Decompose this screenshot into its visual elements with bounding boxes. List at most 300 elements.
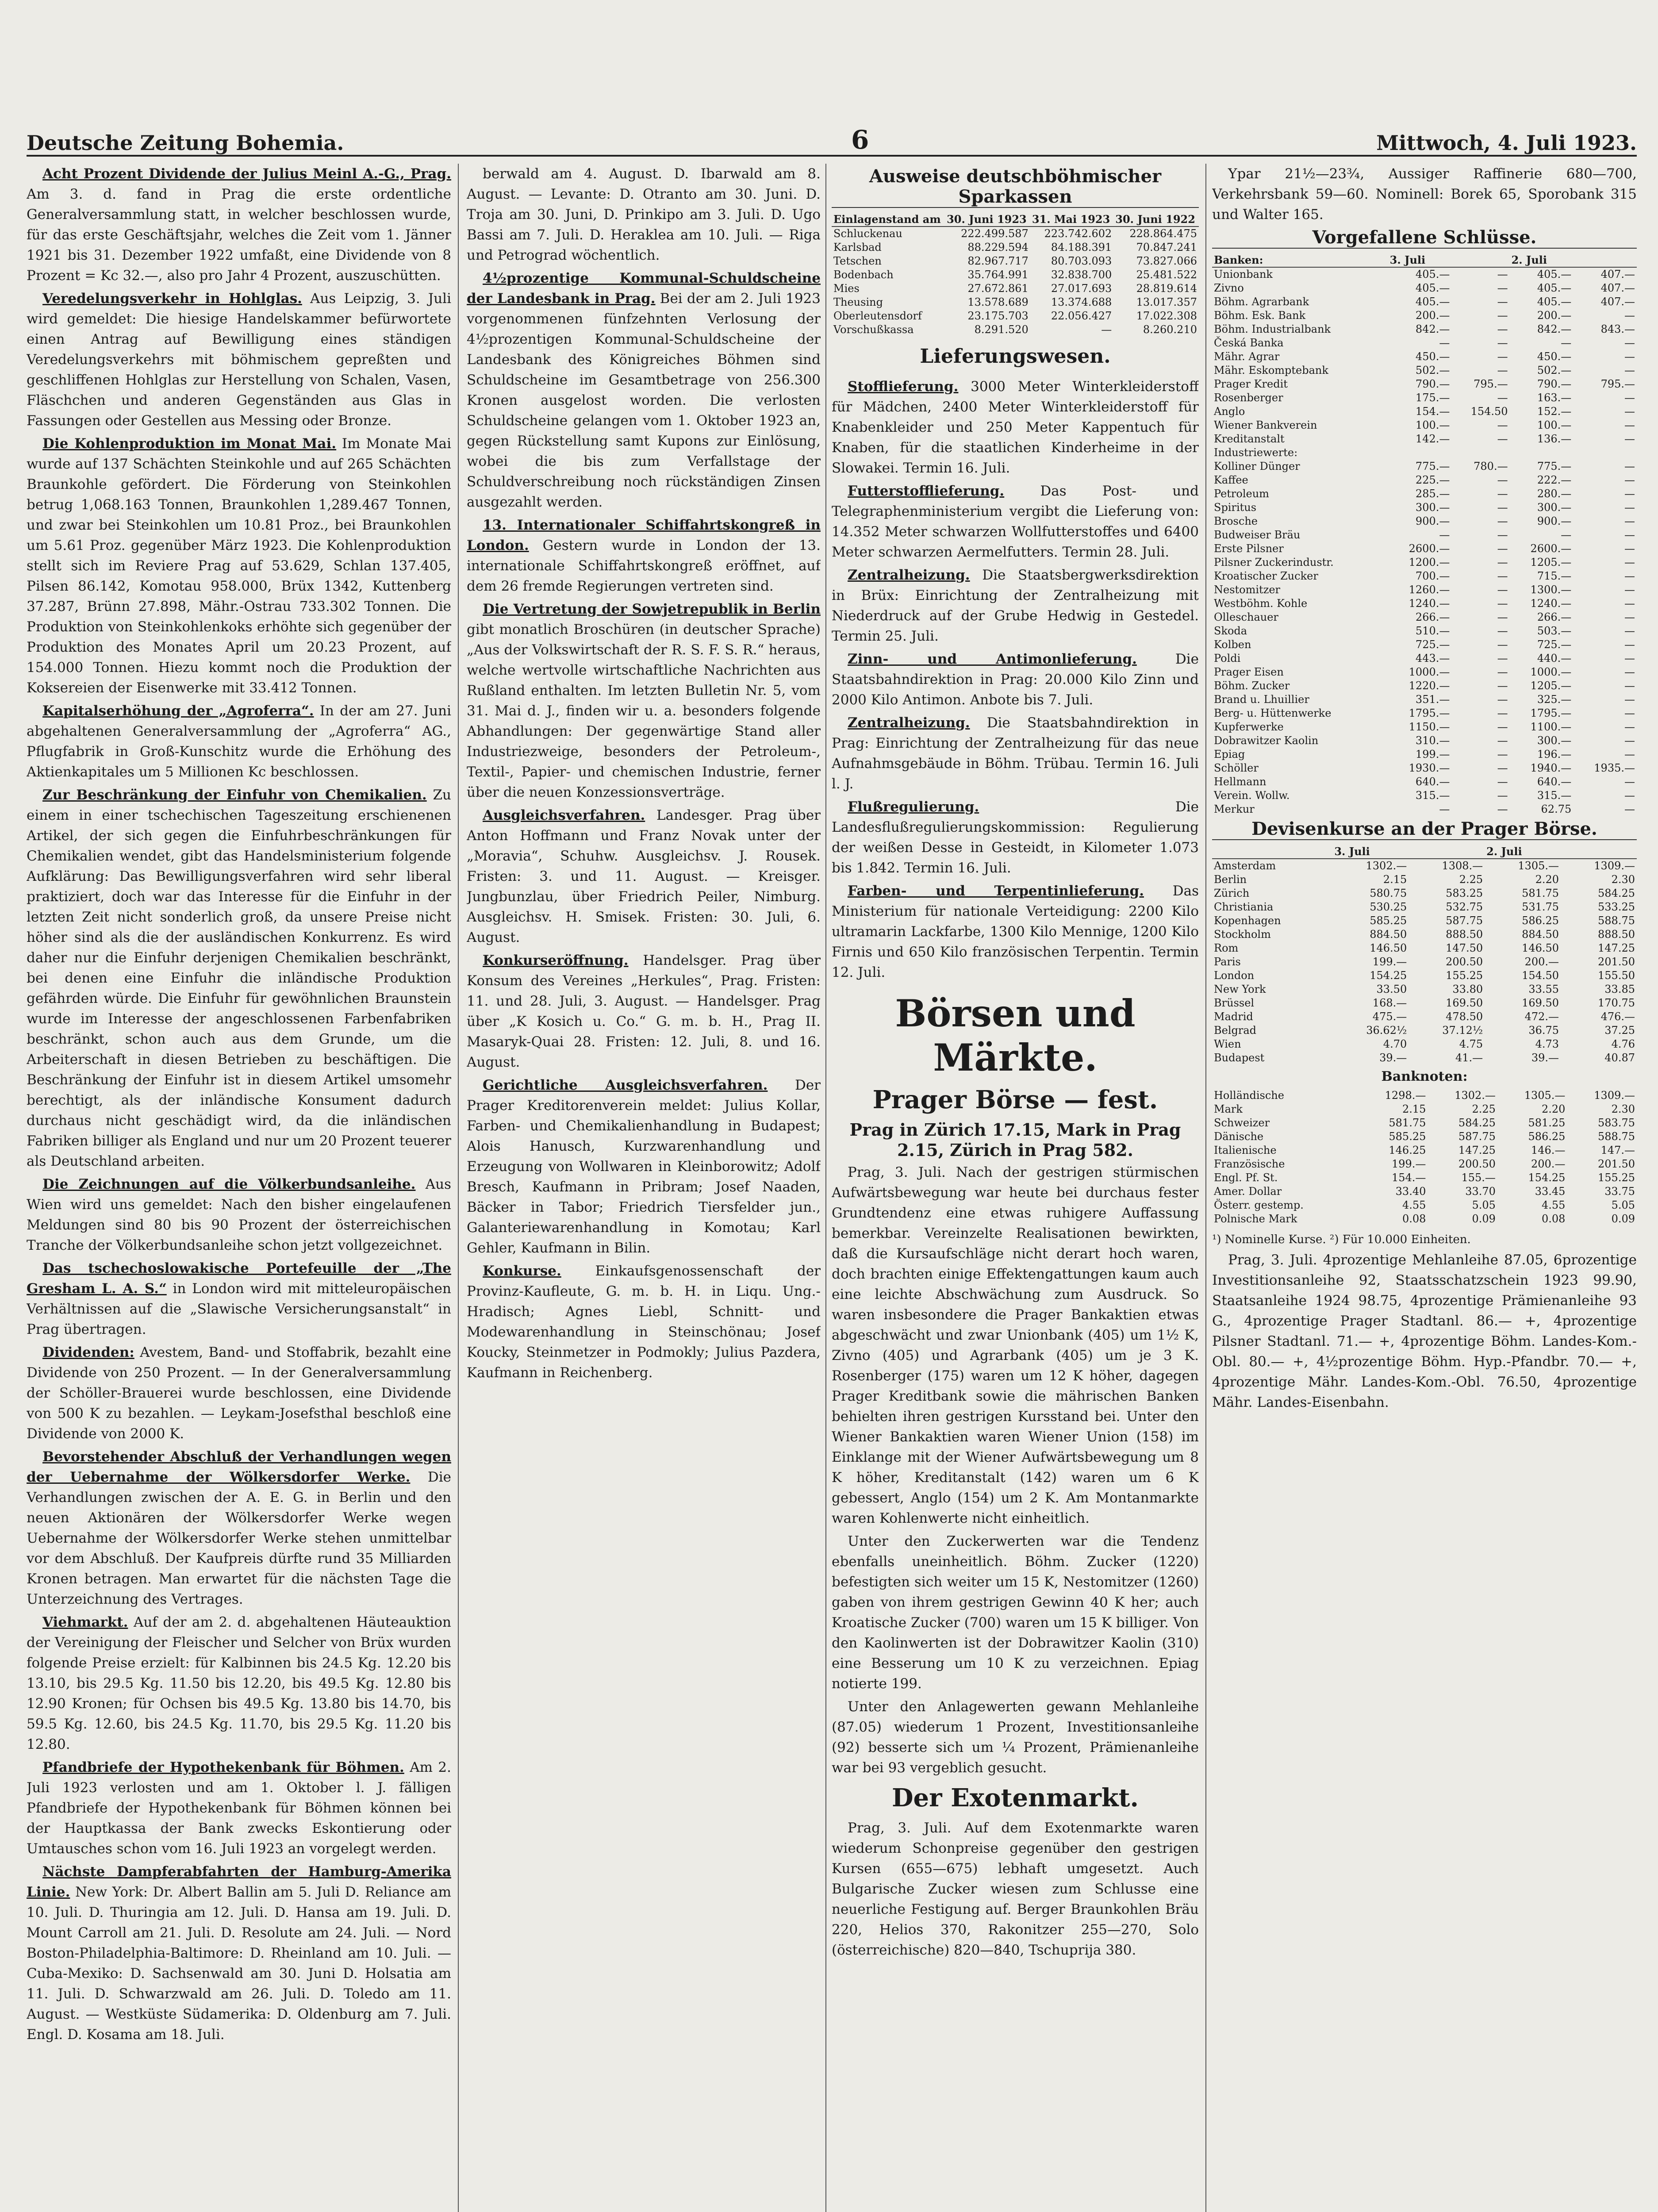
table-cell: 2.30	[1611, 1103, 1635, 1115]
table-cell: 1309.—	[1594, 1089, 1635, 1102]
table-cell: 100.—	[1415, 419, 1450, 431]
exotenmarkt-heading: Der Exotenmarkt.	[891, 1783, 1139, 1813]
table-cell: Brüssel	[1214, 997, 1255, 1009]
table-header-cell: 30. Juni 1922	[1113, 212, 1199, 227]
table-cell: 0.08	[1542, 1213, 1566, 1225]
table-cell: 795.—	[1474, 378, 1508, 390]
table-cell: 200.—	[1531, 1158, 1566, 1170]
page-number: 6	[851, 125, 869, 155]
col1-article	[27, 701, 451, 782]
article-text: Avestem, Band- und Stoffabrik, bezahlt eine Dividende von 250 Prozent. — In der Generalversammlung der Schöller-Brauerei wurde beschlossen, eine Dividende von 500 K zu bezahlen. — Leykam-Josefsthal beschloß eine Dividende von 2000 K.	[27, 1344, 451, 1442]
table-cell: Madrid	[1214, 1010, 1253, 1023]
table-cell: Bodenbach	[833, 269, 894, 281]
table-cell: —	[1497, 392, 1508, 404]
table-cell: 199.—	[1372, 956, 1407, 968]
table-cell: 39.—	[1531, 1052, 1559, 1064]
table-cell: —	[1497, 625, 1508, 637]
table-cell: —	[1497, 611, 1508, 623]
article-text: Die Staatsbahndirektion in Prag: 20.000 Kilo Zinn und 2000 Kilo Antimon. Anbote bis 7. Juli.	[832, 651, 1199, 708]
table-cell: Französische	[1214, 1158, 1285, 1170]
banknoten-heading: Banknoten:	[1381, 1069, 1468, 1084]
table-cell: 146.25	[1389, 1144, 1426, 1156]
schluss-row	[1212, 652, 1637, 665]
table-cell: 300.—	[1537, 734, 1572, 747]
table-cell: —	[1624, 597, 1635, 610]
table-cell: Wien	[1214, 1038, 1241, 1050]
schluesse-heading: Vorgefallene Schlüsse.	[1212, 227, 1637, 249]
table-cell: —	[1624, 748, 1635, 760]
col1-article	[27, 434, 451, 698]
table-cell: 8.260.210	[1143, 323, 1197, 336]
table-cell: 146.50	[1522, 942, 1559, 954]
table-cell: —	[1624, 309, 1635, 322]
table-cell: 33.55	[1528, 983, 1559, 995]
table-cell: 502.—	[1415, 364, 1450, 376]
table-cell: 222.499.587	[961, 227, 1029, 240]
table-cell: 33.45	[1535, 1185, 1566, 1198]
table-cell: —	[1497, 762, 1508, 774]
table-header-cell: 3. Juli	[1332, 845, 1409, 859]
article-heading: Nächste Dampferabfahrten der Hamburg-Amerika Linie.	[27, 1864, 451, 1900]
table-cell: 228.864.475	[1129, 227, 1197, 240]
table-cell: —	[1624, 460, 1635, 472]
table-cell: 280.—	[1537, 488, 1572, 500]
article-text: Einkaufsgenossenschaft der Provinz-Kaufleute, G. m. b. H. in Liqu. Ung.-Hradisch; Agnes Liebl, Schnitt- und Modewarenhandlung in Steinschönau; Josef Koucky, Steinmetzer in Podmokly; Julius Pazdera, Kaufmann in Reichenberg.	[467, 1263, 821, 1381]
article-text: Die Staatsbahndirektion in Prag: Einrichtung der Zentralheizung für das neue Aufnahmsgebäude in Böhm. Trübau. Termin 16. Juli l. J.	[832, 715, 1199, 792]
table-cell: —	[1624, 433, 1635, 445]
article-text: Am 2. Juli 1923 verlosten und am 1. Oktober l. J. fälligen Pfandbriefe der Hypothekenbank für Böhmen können bei der Hauptkassa der Bank zwecks Eskontierung oder Umtausches schon vom 16. Juli 1923 an vorgelegt werden.	[27, 1759, 451, 1857]
table-cell: 351.—	[1415, 693, 1450, 706]
table-cell: Dänische	[1214, 1130, 1264, 1143]
table-cell: 147.25	[1458, 1144, 1496, 1156]
table-cell: 154.—	[1391, 1171, 1426, 1184]
schluss-row	[1212, 789, 1637, 803]
table-cell: 843.—	[1600, 323, 1635, 335]
table-cell: —	[1624, 776, 1635, 788]
table-cell: Spiritus	[1214, 501, 1257, 514]
lieferung-article	[832, 797, 1199, 878]
table-cell: 585.25	[1389, 1130, 1426, 1143]
table-cell	[1573, 446, 1637, 460]
table-cell: —	[1624, 337, 1635, 349]
table-cell: 1795.—	[1530, 707, 1572, 719]
table-cell: —	[1497, 693, 1508, 706]
table-cell: —	[1624, 666, 1635, 678]
col1-article	[27, 1258, 451, 1340]
table-cell: 199.—	[1415, 748, 1450, 760]
article-heading: Das tschechoslowakische Portefeuille der „The Gresham L. A. S.“	[27, 1260, 451, 1297]
table-cell: Wiener Bankverein	[1214, 419, 1317, 431]
table-cell: —	[1497, 268, 1508, 280]
table-cell: 476.—	[1600, 1010, 1635, 1023]
table-cell: 900.—	[1537, 515, 1572, 527]
table-cell: —	[1624, 515, 1635, 527]
schluss-row	[1212, 323, 1637, 336]
table-cell: 155.50	[1598, 969, 1635, 982]
table-cell: 2.25	[1459, 873, 1483, 886]
banknoten-row	[1212, 1089, 1637, 1102]
table-cell: 147.—	[1600, 1144, 1635, 1156]
article-text: Aus Leipzig, 3. Juli wird gemeldet: Die hiesige Handelskammer befürwortete einen Antrag auf Bewilligung eines ständigen Veredelungsverkehrs mit böhmischem gepreßten und geschliffenen Hohlglas zur Herstellung von Schalen, Vasen, Fläschchen und anderen Gegenständen aus Glas in Fassungen oder Gestellen aus Messing oder Bronze.	[27, 291, 451, 429]
table-cell: Dobrawitzer Kaolin	[1214, 734, 1319, 747]
table-cell: 36.75	[1528, 1024, 1559, 1037]
table-cell: Stockholm	[1214, 928, 1271, 941]
table-cell: —	[1497, 748, 1508, 760]
table-cell: 200.50	[1446, 956, 1483, 968]
table-cell: 154.25	[1528, 1171, 1566, 1184]
table-cell: 405.—	[1537, 268, 1572, 280]
table-cell: 222.—	[1537, 474, 1572, 486]
lieferungen-heading: Lieferungswesen.	[920, 345, 1111, 368]
table-cell: —	[1497, 680, 1508, 692]
table-cell: —	[1624, 364, 1635, 376]
table-cell: Prager Kredit	[1214, 378, 1288, 390]
table-cell: Engl. Pf. St.	[1214, 1171, 1278, 1184]
sparkasse-row	[832, 241, 1199, 254]
table-cell: 4.73	[1535, 1038, 1559, 1050]
article-heading: Acht Prozent Dividende der Julius Meinl A.-G., Prag.	[42, 166, 451, 182]
table-cell: 73.827.066	[1136, 255, 1197, 267]
table-cell: Italienische	[1214, 1144, 1277, 1156]
lieferung-article	[832, 565, 1199, 646]
banknoten-table	[1212, 1089, 1637, 1226]
table-cell: 13.017.357	[1136, 296, 1197, 308]
schluss-row	[1212, 665, 1637, 679]
article-heading: Zentralheizung.	[848, 567, 970, 583]
col2-article	[467, 1075, 821, 1258]
table-cell: 888.50	[1598, 928, 1635, 941]
article-text: Auf der am 2. d. abgehaltenen Häuteauktion der Vereinigung der Fleischer und Selcher von Brüx wurden folgende Preise erzielt: für Kalbinnen bis 24.5 Kg. 12.20 bis 13.10, bis 29.5 Kg. 11.50 bis 12.20, bis 49.5 Kg. 12.80 bis 12.90 Kronen; für Ochsen bis 49.5 Kg. 13.80 bis 14.70, bis 59.5 Kg. 12.60, bis 24.5 Kg. 11.70, bis 29.5 Kg. 11.20 bis 12.80.	[27, 1614, 451, 1752]
table-cell: 586.25	[1522, 914, 1559, 927]
col2-article	[467, 268, 821, 512]
table-cell: 1930.—	[1409, 762, 1450, 774]
table-cell: —	[1624, 803, 1635, 815]
schluss-row	[1212, 295, 1637, 309]
table-cell: —	[1561, 529, 1572, 541]
table-cell: —	[1497, 734, 1508, 747]
table-cell: 1935.—	[1594, 762, 1635, 774]
table-cell: 775.—	[1537, 460, 1572, 472]
col1-article	[27, 1174, 451, 1256]
table-cell: 155.25	[1446, 969, 1483, 982]
table-cell: —	[1624, 570, 1635, 582]
footnote: ¹) Nominelle Kurse. ²) Für 10.000 Einheiten.	[1212, 1233, 1471, 1246]
column-rule	[1205, 164, 1206, 2212]
table-cell: Berlin	[1214, 873, 1247, 886]
table-cell: 136.—	[1537, 433, 1572, 445]
schluss-row	[1212, 775, 1637, 789]
table-cell: 13.578.689	[967, 296, 1029, 308]
table-cell: Vorschußkassa	[833, 323, 914, 336]
devisen-row	[1212, 900, 1637, 914]
banknoten-row	[1212, 1198, 1637, 1212]
devisen-row	[1212, 859, 1637, 873]
table-cell: 1100.—	[1530, 721, 1572, 733]
table-cell: —	[1624, 405, 1635, 418]
table-cell: 200.50	[1458, 1158, 1496, 1170]
sparkassen-table	[832, 212, 1199, 337]
table-cell: —	[1624, 680, 1635, 692]
table-cell: Kolben	[1214, 638, 1251, 651]
table-cell: 62.75	[1541, 803, 1572, 815]
article-heading: Konkurse.	[483, 1263, 561, 1279]
table-cell: 175.—	[1415, 392, 1450, 404]
table-cell: 142.—	[1415, 433, 1450, 445]
lieferung-article	[832, 649, 1199, 710]
table-cell: 1298.—	[1385, 1089, 1426, 1102]
article-text: Bei der am 2. Juli 1923 vorgenommenen fünfzehnten Verlosung der 4½prozentigen Kommunal-Schuldscheine der Landesbank des Königreiches Böhmen sind Schuldscheine im Gesamtbetrage von 256.300 Kronen ausgelost worden. Die verlosten Schuldscheine gelangen vom 1. Oktober 1923 an, gegen Rückstellung samt Kupons zur Einlösung, wobei die bis zum Verfallstage der Schuldverschreibung noch rückständigen Zinsen ausgezahlt werden.	[467, 291, 821, 510]
schluss-row	[1212, 460, 1637, 473]
col2-article	[467, 599, 821, 803]
table-cell: 472.—	[1524, 1010, 1559, 1023]
table-cell: 266.—	[1415, 611, 1450, 623]
table-cell: 581.75	[1522, 887, 1559, 899]
table-cell: 223.742.602	[1044, 227, 1112, 240]
devisen-row	[1212, 914, 1637, 928]
col1-article	[27, 1342, 451, 1444]
table-cell: 2600.—	[1409, 542, 1450, 555]
sparkasse-row	[832, 323, 1199, 337]
table-header-cell	[1409, 845, 1485, 859]
table-cell: 35.764.991	[967, 269, 1029, 281]
table-cell: Kroatischer Zucker	[1214, 570, 1318, 582]
article-heading: Ausgleichsverfahren.	[483, 807, 645, 823]
article-text: Landesger. Prag über Anton Hoffmann und Franz Novak unter der „Moravia“, Schuhw. Ausgleichsv. J. Rousek. Fristen: 3. und 11. August. — Kreisger. Jungbunzlau, über Friedrich Peiler, Nimburg. Ausgleichsv. H. Smisek. Fristen: 30. Juli, 6. August.	[467, 807, 821, 945]
table-cell: Brand u. Lhuillier	[1214, 693, 1309, 706]
table-cell: 1205.—	[1530, 680, 1572, 692]
table-cell: —	[1624, 625, 1635, 637]
table-cell: —	[1497, 803, 1508, 815]
table-cell: Zivno	[1214, 282, 1244, 294]
article-heading: Zentralheizung.	[848, 715, 970, 731]
banknoten-row	[1212, 1144, 1637, 1157]
banknoten-row	[1212, 1171, 1637, 1185]
article-heading: Veredelungsverkehr in Hohlglas.	[42, 291, 302, 307]
table-cell: 532.75	[1446, 901, 1483, 913]
table-cell: Mähr. Agrar	[1214, 350, 1280, 363]
table-cell: 33.70	[1465, 1185, 1496, 1198]
article-text: Aus Wien wird uns gemeldet: Nach den bisher eingelaufenen Meldungen sind 80 bis 90 Prozent der österreichischen Tranche der Völkerbundsanleihe schon jetzt vollgezeichnet.	[27, 1176, 451, 1253]
table-cell: —	[1624, 734, 1635, 747]
table-cell: Schluckenau	[833, 227, 902, 240]
schluss-row	[1212, 679, 1637, 693]
table-cell: —	[1497, 584, 1508, 596]
table-cell: 5.05	[1611, 1199, 1635, 1211]
article-text: Die Verhandlungen zwischen der A. E. G. in Berlin und den neuen Aktionären der Wölkersdorfer Werke wegen Uebernahme der Wölkersdorfer Werke stehen unmittelbar vor dem Abschluß. Der Kaufpreis dürfte rund 35 Milliarden Kronen betragen. Man erwartet für die nächsten Tage die Unterzeichnung des Vertrages.	[27, 1469, 451, 1607]
table-cell: 790.—	[1415, 378, 1450, 390]
table-cell: —	[1624, 488, 1635, 500]
column-rule	[825, 164, 826, 2212]
table-cell: —	[1497, 337, 1508, 349]
table-cell: —	[1497, 419, 1508, 431]
table-cell: —	[1497, 570, 1508, 582]
table-cell: Westböhm. Kohle	[1214, 597, 1308, 610]
table-cell: 1205.—	[1530, 556, 1572, 568]
schluss-row	[1212, 364, 1637, 377]
sparkassen-heading: Ausweise deutschböhmischer Sparkassen	[832, 166, 1199, 208]
table-cell: —	[1497, 542, 1508, 555]
table-cell: 405.—	[1415, 296, 1450, 308]
col1-article	[27, 1447, 451, 1609]
col1-article	[27, 785, 451, 1171]
table-header-cell: 3. Juli	[1388, 253, 1452, 267]
article-text: Der Prager Kreditorenverein meldet: Julius Kollar, Farben- und Chemikalienhandlung in Budapest; Alois Hanusch, Kurzwarenhandlung und Erzeugung von Wollwaren in Kleinborowitz; Adolf Bresch, Kaufmann in Pribram; Josef Naaden, Bäcker in Tabor; Friedrich Tiersfelder jun., Galanteriewarenhandlung in Komotau; Karl Gehler, Kaufmann in Bilin.	[467, 1077, 821, 1256]
table-cell: 775.—	[1415, 460, 1450, 472]
table-cell: 888.50	[1446, 928, 1483, 941]
column-rule	[458, 164, 459, 2212]
table-cell	[1388, 446, 1452, 460]
table-cell: 315.—	[1537, 789, 1572, 802]
table-cell: 533.25	[1598, 901, 1635, 913]
table-cell: 503.—	[1537, 625, 1572, 637]
table-cell: 285.—	[1415, 488, 1450, 500]
table-cell: —	[1497, 350, 1508, 363]
table-cell: 169.50	[1522, 997, 1559, 1009]
table-cell: 2.20	[1535, 873, 1559, 886]
table-cell: 33.40	[1395, 1185, 1426, 1198]
devisen-row	[1212, 955, 1637, 969]
table-cell: —	[1624, 611, 1635, 623]
schluss-row	[1212, 761, 1637, 775]
table-cell: 266.—	[1537, 611, 1572, 623]
table-cell: Anglo	[1214, 405, 1245, 418]
table-cell: 82.967.717	[967, 255, 1029, 267]
schluss-row	[1212, 569, 1637, 583]
col2-article	[467, 1261, 821, 1383]
table-cell: Böhm. Zucker	[1214, 680, 1290, 692]
table-cell: 147.25	[1598, 942, 1635, 954]
table-cell: Kupferwerke	[1214, 721, 1284, 733]
article-text: in London wird mit mitteleuropäischen Verhältnissen auf die „Slawische Versicherungsanstalt“ in Prag übertragen.	[27, 1281, 451, 1337]
schluss-row	[1212, 432, 1637, 446]
table-cell: Rom	[1214, 942, 1239, 954]
table-cell: 588.75	[1598, 914, 1635, 927]
table-cell: 1305.—	[1518, 860, 1559, 872]
table-cell: 407.—	[1600, 268, 1635, 280]
table-cell: 1220.—	[1409, 680, 1450, 692]
table-cell: 1302.—	[1366, 860, 1407, 872]
table-cell: —	[1497, 597, 1508, 610]
banknoten-row	[1212, 1185, 1637, 1198]
article-heading: Farben- und Terpentinlieferung.	[848, 883, 1144, 899]
table-cell: 196.—	[1537, 748, 1572, 760]
article-heading: Konkurseröffnung.	[483, 952, 629, 968]
table-cell: 584.25	[1598, 887, 1635, 899]
table-cell: 8.291.520	[974, 323, 1029, 336]
table-cell: Industriewerte:	[1214, 446, 1298, 459]
lieferung-article	[832, 481, 1199, 562]
table-cell: 84.188.391	[1051, 241, 1112, 253]
table-cell: 33.80	[1452, 983, 1483, 995]
table-header-cell	[1451, 253, 1509, 267]
table-cell: 200.—	[1524, 956, 1559, 968]
table-cell: —	[1497, 488, 1508, 500]
table-cell: 310.—	[1415, 734, 1450, 747]
prager-boerse-subheading: Prag in Zürich 17.15, Mark in Prag 2.15, Zürich in Prag 582.	[849, 1120, 1181, 1160]
table-cell: 4.75	[1459, 1038, 1483, 1050]
table-cell: 22.056.427	[1051, 310, 1112, 322]
table-cell: —	[1497, 501, 1508, 514]
schluss-row	[1212, 611, 1637, 624]
devisen-row	[1212, 1037, 1637, 1051]
table-cell: 1308.—	[1442, 860, 1483, 872]
table-cell: 147.50	[1446, 942, 1483, 954]
table-cell: Österr. gestemp.	[1214, 1199, 1304, 1211]
table-cell: Tetschen	[833, 255, 882, 267]
table-cell: New York	[1214, 983, 1266, 995]
table-cell: 405.—	[1415, 282, 1450, 294]
sparkasse-row	[832, 296, 1199, 309]
table-cell: 587.75	[1446, 914, 1483, 927]
col2-article	[467, 950, 821, 1072]
column-4	[1212, 164, 1637, 2212]
table-cell: Rosenberger	[1214, 392, 1283, 404]
table-cell: —	[1439, 337, 1450, 349]
table-cell: 1150.—	[1409, 721, 1450, 733]
table-cell: 37.12½	[1442, 1024, 1483, 1037]
lieferung-article	[832, 376, 1199, 478]
table-cell: —	[1497, 529, 1508, 541]
article-text: Handelsger. Prag über Konsum des Vereines „Herkules“, Prag. Fristen: 11. und 28. Juli, 3. August. — Handelsger. Prag über „K Kosich u. Co.“ G. m. b. H., Prag II. Masaryk-Quai 28. Fristen: 12. Juli, 8. und 16. August.	[467, 952, 821, 1070]
table-cell: Berg- u. Hüttenwerke	[1214, 707, 1332, 719]
boersen-heading: Börsen und Märkte.	[895, 991, 1136, 1079]
table-cell: 407.—	[1600, 282, 1635, 294]
table-cell: 700.—	[1415, 570, 1450, 582]
article-heading: 4½prozentige Kommunal-Schuldscheine der Landesbank in Prag.	[467, 270, 821, 307]
table-cell: 0.08	[1402, 1213, 1426, 1225]
table-cell: London	[1214, 969, 1255, 982]
table-cell: 146.—	[1531, 1144, 1566, 1156]
table-cell: 407.—	[1600, 296, 1635, 308]
table-cell: 88.229.594	[967, 241, 1029, 253]
anlage-report: Unter den Anlagewerten gewann Mehlanleihe (87.05) wiederum 1 Prozent, Investitionsanleihe (92) besserte sich um ¼ Prozent, Prämienanleihe war bei 93 vergeblich gesucht.	[832, 1699, 1199, 1776]
table-cell: Budweiser Bräu	[1214, 529, 1301, 541]
table-cell: 725.—	[1537, 638, 1572, 651]
table-cell: 581.75	[1389, 1117, 1426, 1129]
table-cell: Poldi	[1214, 652, 1241, 664]
lieferung-article	[832, 713, 1199, 794]
schluss-row	[1212, 583, 1637, 597]
closing-quotes: Prag, 3. Juli. 4prozentige Mehlanleihe 87.05, 6prozentige Investitionsanleihe 92, Staatsschatzschein 1923 99.90, Staatsanleihe 1924 98.75, 4prozentige Prämienanleihe 93 G., 4prozentige Prager Stadtanl. 86.— +, 4prozentige Pilsner Stadtanl. 71.— +, 4prozentige Böhm. Landes-Kom.-Obl. 80.— +, 4½prozentige Böhm. Hyp.-Pfandbr. 70.— +, 4prozentige Mähr. Landes-Kom.-Obl. 76.50, 4prozentige Mähr. Landes-Eisenbahn.	[1212, 1252, 1637, 1410]
table-cell: —	[1497, 666, 1508, 678]
article-heading: Viehmarkt.	[42, 1614, 128, 1630]
table-header-cell	[1212, 845, 1332, 859]
table-cell: —	[1439, 529, 1450, 541]
table-cell: Zürich	[1214, 887, 1250, 899]
devisen-row	[1212, 1024, 1637, 1037]
table-cell: Unionbank	[1214, 268, 1273, 280]
schluss-row	[1212, 336, 1637, 350]
article-heading: Dividenden:	[42, 1344, 134, 1360]
table-cell: Böhm. Industrialbank	[1214, 323, 1331, 335]
table-cell: —	[1497, 296, 1508, 308]
article-text: Die Staatsbergwerksdirektion in Brüx: Einrichtung der Zentralheizung mit Niederdruck auf der Grube Hedwig in Gestedel. Termin 25. Juli.	[832, 567, 1199, 644]
table-cell: —	[1497, 652, 1508, 664]
table-cell: 531.75	[1522, 901, 1559, 913]
table-cell: 4.76	[1611, 1038, 1635, 1050]
table-cell: 842.—	[1537, 323, 1572, 335]
table-cell: 884.50	[1370, 928, 1407, 941]
schluss-row	[1212, 501, 1637, 515]
table-cell: Epiag	[1214, 748, 1245, 760]
schluss-row	[1212, 473, 1637, 487]
schluss-row	[1212, 720, 1637, 734]
table-cell: 440.—	[1537, 652, 1572, 664]
schluss-row	[1212, 707, 1637, 720]
table-cell: Mark	[1214, 1103, 1243, 1115]
table-cell: 1305.—	[1524, 1089, 1566, 1102]
table-cell: Brosche	[1214, 515, 1258, 527]
